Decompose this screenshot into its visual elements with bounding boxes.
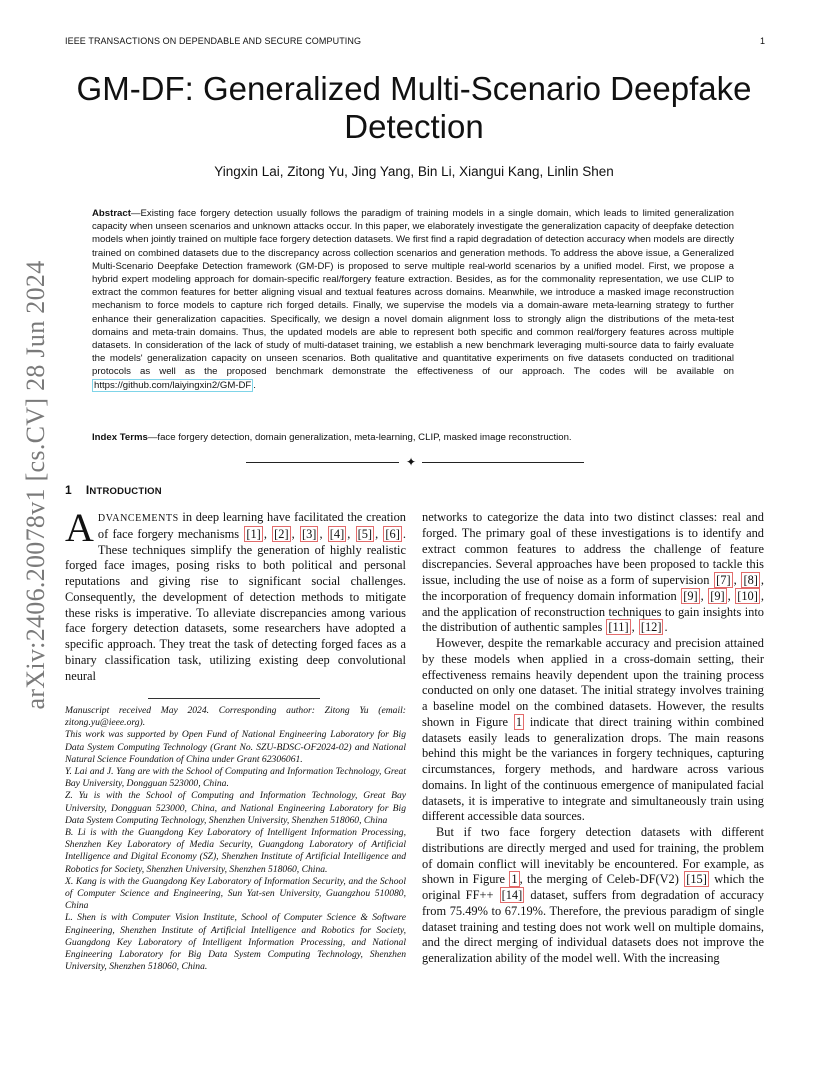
separator-line-right xyxy=(422,462,584,463)
footnote: L. Shen is with Computer Vision Institute, School of Computer Science & Software Engineering, Shenzhen Institute of Artificial Intelligence and Robotics for Society, Guangdong Key Laboratory of Intelligent Information Processing, and National Engineering Laboratory for Big Data System Computing Technology, Shenzhen University, Shenzhen 518060, China. xyxy=(65,912,406,973)
figure-link[interactable]: 1 xyxy=(511,872,518,887)
citation-link[interactable]: [8] xyxy=(743,573,758,587)
arxiv-stamp: arXiv:2406.20078v1 [cs.CV] 28 Jun 2024 xyxy=(21,260,50,710)
section-title-rest: NTRODUCTION xyxy=(89,486,162,497)
drop-cap: A xyxy=(65,505,94,550)
text-run: which the original FF++ xyxy=(422,872,764,902)
text-run: , xyxy=(700,588,708,603)
text-run: But if two face forgery detection datasets with different distributions are directly merged and used for training, the problem of domain conflict will inevitably be encountered. For example, as shown in Figure xyxy=(422,825,764,887)
paper-title: GM-DF: Generalized Multi-Scenario Deepfake Detection xyxy=(76,70,752,145)
intro-paragraph-1-cont xyxy=(422,510,764,636)
abstract xyxy=(92,207,734,392)
abstract-text: —Existing face forgery detection usually follows the paradigm of training models in a single domain, which leads to limited generalization capacity when unseen scenarios and unknown attacks occur. In this paper, we elaborately investigate the generalization capacity of deepfake detection models when jointly trained on multiple face forgery detection datasets. We first find a rapid degradation of detection accuracy when models are directly trained on combined datasets due to the discrepancy across collection scenarios and generation methods. To address the above issue, a Generalized Multi-Scenario Deepfake Detection framework (GM-DF) is proposed to serve multiple real-world scenarios by a unified model. First, we propose a hybrid expert modeling approach for domain-specific real/forgery feature extraction. Besides, as for the commonality representation, we use CLIP to extract the common features for better aligning visual and textual features across domains. Meanwhile, we introduce a masked image reconstruction mechanism to force models to capture rich forged details. Finally, we supervise the models via a domain-aware meta-learning strategy to further enhance their generalization capacities. Specifically, we design a novel domain alignment loss to strongly align the distributions of the meta-test domains and meta-train domains. Thus, the updated models are able to represent both specific and common real/forgery features across multiple datasets. In consideration of the lack of study of multi-dataset training, we establish a new benchmark leveraging multi-source data to fairly evaluate the models' generalization capacity on unseen scenarios. Both qualitative and quantitative experiments on five datasets conducted on traditional protocols as well as the proposed benchmark demonstrate the effectiveness of our approach. The codes will be available on xyxy=(92,208,734,378)
citation-link[interactable]: [9] xyxy=(710,588,725,603)
text-run: . xyxy=(664,620,668,635)
intro-paragraph-2 xyxy=(422,636,764,825)
citation-link[interactable]: [9] xyxy=(683,588,698,603)
code-link[interactable]: https://github.com/laiyingxin2/GM-DF xyxy=(94,379,252,391)
text-run: , xyxy=(733,573,741,587)
text-run: , and the application of reconstruction techniques to gain insights into the distribution of authentic samples xyxy=(422,588,764,635)
section-separator xyxy=(246,455,584,469)
text-run: , xyxy=(347,526,355,541)
citation-link[interactable]: [11] xyxy=(608,620,629,635)
abstract-end: . xyxy=(253,379,256,391)
text-run: , the merging of Celeb-DF(V2) xyxy=(519,872,684,887)
text-run: , xyxy=(375,526,383,541)
citation-link[interactable]: [2] xyxy=(274,526,289,541)
text-run: in deep learning have facilitated the creation of face forgery mechanisms xyxy=(97,510,406,541)
right-column xyxy=(422,510,764,967)
section-number: 1 xyxy=(65,483,72,497)
index-terms xyxy=(92,431,734,444)
index-terms-label: Index Terms xyxy=(92,432,148,443)
text-run: , xyxy=(263,526,272,541)
footnote: Y. Lai and J. Yang are with the School of Computing and Information Technology, Great Bay University, Dongguan 523000, China. xyxy=(65,766,406,790)
left-column xyxy=(65,505,406,684)
lead-word: DVANCEMENTS xyxy=(97,513,179,524)
citation-link[interactable]: [7] xyxy=(716,573,731,587)
text-run: , xyxy=(291,526,299,541)
citation-link[interactable]: [4] xyxy=(329,526,345,541)
citation-link[interactable]: [6] xyxy=(385,526,400,541)
figure-link[interactable]: 1 xyxy=(515,714,523,729)
citation-link[interactable]: [15] xyxy=(686,872,707,887)
separator-line-left xyxy=(246,462,399,463)
text-run: , xyxy=(319,526,327,541)
footnote: Manuscript received May 2024. Corresponding author: Zitong Yu (email: zitong.yu@ieee.org). xyxy=(65,705,406,729)
text-run: , xyxy=(631,620,638,635)
section-heading-introduction xyxy=(65,483,162,497)
diamond-star-icon: ✦ xyxy=(406,455,417,469)
text-run: indicate that direct training within combined datasets easily leads to generalization drops. The main reasons behind this might be the variances in forgery techniques, capturing circumstances, forgery methods, and hardware across various domains. In light of the continuous emergence of manipulated facial datasets, it is imperative to integrate and simultaneously train using different accessible data sources. xyxy=(422,714,765,824)
intro-paragraph-3 xyxy=(422,825,764,967)
footnote: B. Li is with the Guangdong Key Laboratory of Intelligent Information Processing, Shenzhen Key Laboratory of Media Security, Guangdong Laboratory of Artificial Intelligence and Digital Economy (SZ), Shenzhen Institute of Artificial Intelligence and Robotics for Society, Shenzhen University, Shenzhen 518060, China. xyxy=(65,827,406,875)
running-head: IEEE TRANSACTIONS ON DEPENDABLE AND SECURE COMPUTING xyxy=(65,36,362,46)
citation-link[interactable]: [12] xyxy=(640,620,662,635)
citation-link[interactable]: [1] xyxy=(246,526,261,541)
footnote: Z. Yu is with the School of Computing and Information Technology, Great Bay University, Dongguan 523000, China, and National Engineering Laboratory for Big Data System Computing Technology, Shenzhen University, Shenzhen 518060, China xyxy=(65,790,406,826)
text-run: dataset, suffers from degradation of accuracy from 75.49% to 67.19%. Therefore, the previous paradigm of single dataset training and testing does not work well on multiple domains, and the direct merging of individual datasets does not improve the generalization ability of the model well. With the increasing xyxy=(422,888,764,965)
citation-link[interactable]: [5] xyxy=(357,526,373,541)
citation-link[interactable]: [3] xyxy=(301,526,317,541)
text-run: networks to categorize the data into two distinct classes: real and forged. The primary goal of these investigations is to identify and extract common features to address the challenge of feature discrepancies. Several approaches have been proposed to tackle this issue, including the use of noise as a form of supervision xyxy=(422,510,764,587)
footnotes xyxy=(65,705,406,973)
citation-link[interactable]: [14] xyxy=(501,888,523,902)
footnote-rule xyxy=(148,698,320,699)
text-run: However, despite the remarkable accuracy and precision attained by these models when applied in a cross-domain setting, their effectiveness remains heavily dependent upon the training process conducted on only one dataset. The initial strategy involves training a baseline model on the combined datasets. However, the results shown in Figure xyxy=(422,636,764,729)
text-run: , the incorporation of frequency domain information xyxy=(422,573,764,603)
footnote: This work was supported by Open Fund of National Engineering Laboratory for Big Data System Computing Technology (Grant No. SZU-BDSC-OF2024-02) and National Natural Science Foundation of China under Grant 62306061. xyxy=(65,729,406,765)
text-run: , xyxy=(727,588,735,603)
text-run: . These techniques simplify the generation of highly realistic forged face images, posing risks to both political and personal reputations and giving rise to significant social challenges. Consequently, the development of detection methods to mitigate these risks is imperative. To alleviate discrepancies among various face forgery detection datasets, some researchers have adopted a specific approach. They treat the task of detecting forged faces as a binary classification task, utilizing existing deep convolutional neural xyxy=(65,526,406,683)
citation-link[interactable]: [10] xyxy=(737,588,758,603)
intro-paragraph-1 xyxy=(65,505,406,684)
section-title-initial: I xyxy=(85,483,90,497)
footnote: X. Kang is with the Guangdong Key Laboratory of Information Security, and the School of Computer Science and Engineering, Sun Yat-sen University, Guangzhou 510080, China xyxy=(65,875,406,912)
author-list: Yingxin Lai, Zitong Yu, Jing Yang, Bin Li, Xiangui Kang, Linlin Shen xyxy=(214,164,614,179)
page-number: 1 xyxy=(759,36,765,46)
index-terms-text: —face forgery detection, domain generalization, meta-learning, CLIP, masked image reconstruction. xyxy=(147,432,572,443)
abstract-label: Abstract xyxy=(92,208,131,219)
